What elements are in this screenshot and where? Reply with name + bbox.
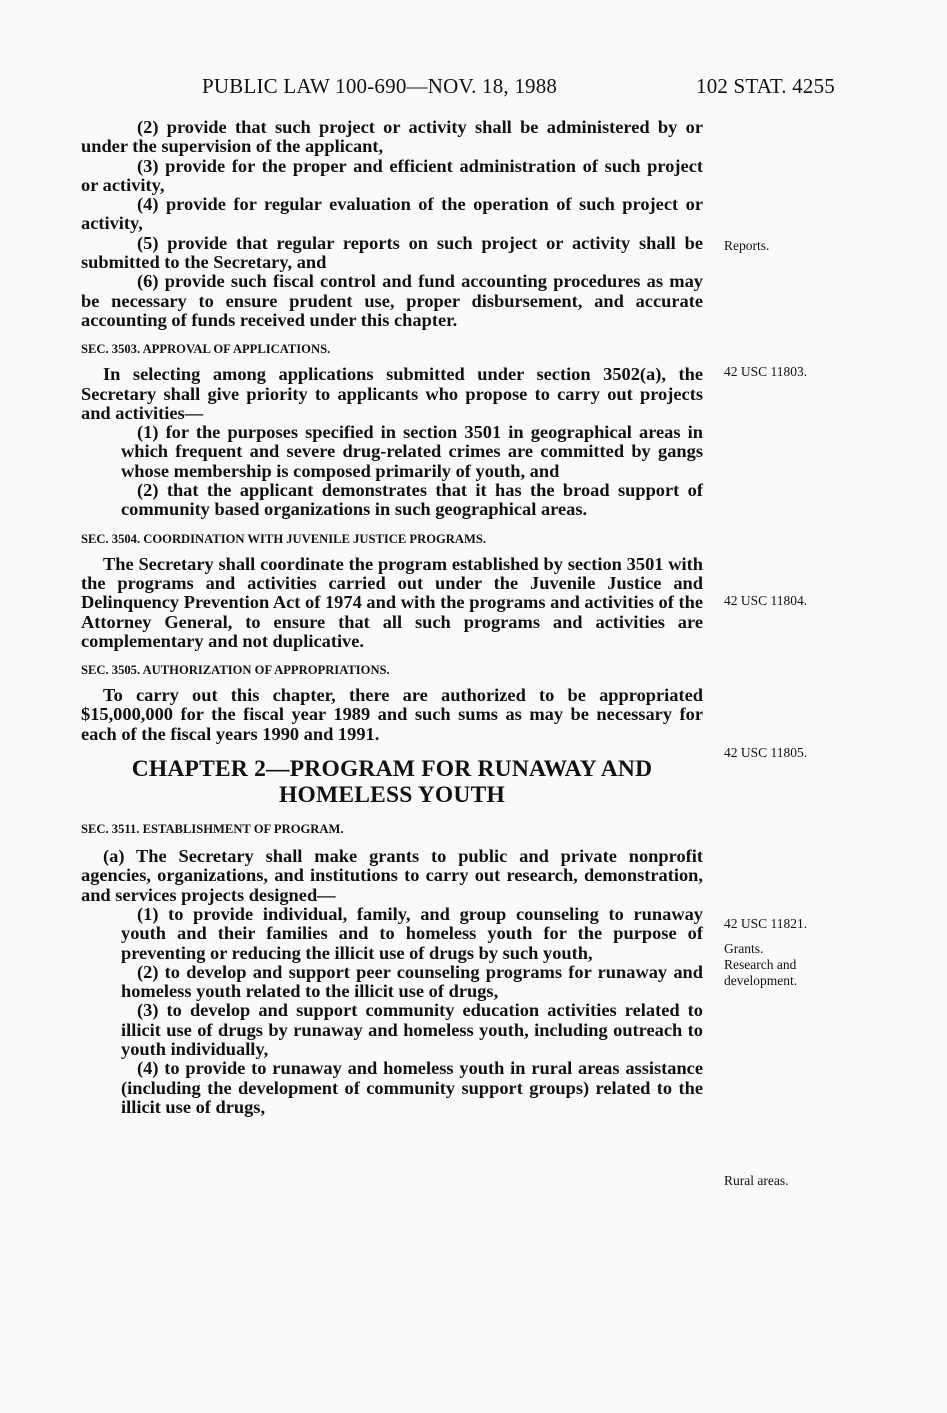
chapter-title-line-2: HOMELESS YOUTH bbox=[279, 782, 505, 809]
section-3511-item-1: (1) to provide individual, family, and group counseling to runaway youth and their families and to homeless youth for the purpose of preventing or reducing the illicit use of drugs by such youth, bbox=[121, 903, 703, 963]
paragraph-3: (3) provide for the proper and efficient administration of such project or activity, bbox=[81, 155, 703, 195]
margin-note-usc-11804: 42 USC 11804. bbox=[724, 593, 808, 608]
margin-note-usc-11821: 42 USC 11821. bbox=[724, 916, 808, 931]
margin-note-usc-11805: 42 USC 11805. bbox=[724, 745, 808, 760]
paragraph-2: (2) provide that such project or activity shall be administered by or under the supervision of the applicant, bbox=[81, 117, 703, 157]
section-3511-item-2: (2) to develop and support peer counseling programs for runaway and homeless youth related to the illicit use of drugs, bbox=[121, 961, 703, 1002]
section-3511-item-3: (3) to develop and support community education activities related to illicit use of drugs by runaway and homeless youth, including outreach to youth individually, bbox=[121, 1000, 703, 1059]
margin-note-usc-11803: 42 USC 11803. bbox=[724, 364, 808, 379]
paragraph-4: (4) provide for regular evaluation of the operation of such project or activity, bbox=[81, 194, 703, 234]
section-3504-text: The Secretary shall coordinate the program established by section 3501 with the programs and activities carried out under the Juvenile Justice and Delinquency Prevention Act of 1974 and with the programs and activities of the Attorney General, to ensure that all such programs and activities are complementary and not duplicative. bbox=[81, 553, 703, 651]
section-3503-text: In selecting among applications submitted under section 3502(a), the Secretary shall give priority to applicants who propose to carry out projects and activities— bbox=[81, 364, 703, 423]
stat-page-number: 102 STAT. 4255 bbox=[696, 74, 835, 98]
page-header bbox=[0, 74, 947, 104]
chapter-title-line-1: CHAPTER 2—PROGRAM FOR RUNAWAY AND bbox=[131, 756, 653, 783]
margin-note-reports: Reports. bbox=[724, 238, 770, 253]
section-3511-subsection-a: (a) The Secretary shall make grants to public and private nonprofit agencies, organizations, and institutions to carry out research, demonstration, and services projects designed— bbox=[81, 846, 703, 905]
chapter-heading bbox=[81, 756, 703, 808]
section-3503-item-2: (2) that the applicant demonstrates that it has the broad support of community based organizations in such geographical areas. bbox=[121, 480, 703, 520]
paragraph-5: (5) provide that regular reports on such project or activity shall be submitted to the Secretary, and bbox=[81, 232, 703, 273]
section-3503-item-1: (1) for the purposes specified in section 3501 in geographical areas in which frequent and severe drug-related crimes are committed by gangs whose membership is composed primarily of youth, and bbox=[121, 422, 703, 481]
section-heading-3503: SEC. 3503. APPROVAL OF APPLICATIONS. bbox=[81, 342, 331, 357]
margin-note-research: Research and development. bbox=[724, 957, 798, 988]
section-3511-item-4: (4) to provide to runaway and homeless youth in rural areas assistance (including the development of community support groups) related to the illicit use of drugs, bbox=[121, 1058, 703, 1117]
margin-note-rural: Rural areas. bbox=[724, 1173, 789, 1188]
main-text bbox=[81, 118, 703, 1117]
section-heading-3511: SEC. 3511. ESTABLISHMENT OF PROGRAM. bbox=[81, 822, 344, 837]
running-title: PUBLIC LAW 100-690—NOV. 18, 1988 bbox=[202, 74, 558, 98]
section-heading-3505: SEC. 3505. AUTHORIZATION OF APPROPRIATIONS. bbox=[81, 663, 390, 678]
paragraph-6: (6) provide such fiscal control and fund accounting procedures as may be necessary to ensure prudent use, proper disbursement, and accurate accounting of funds received under this chapter. bbox=[81, 271, 703, 330]
section-heading-3504: SEC. 3504. COORDINATION WITH JUVENILE JUSTICE PROGRAMS. bbox=[81, 531, 487, 546]
margin-note-grants: Grants. bbox=[724, 941, 764, 956]
section-3505-text: To carry out this chapter, there are authorized to be appropriated $15,000,000 for the fiscal year 1989 and such sums as may be necessary for each of the fiscal years 1990 and 1991. bbox=[81, 685, 703, 744]
